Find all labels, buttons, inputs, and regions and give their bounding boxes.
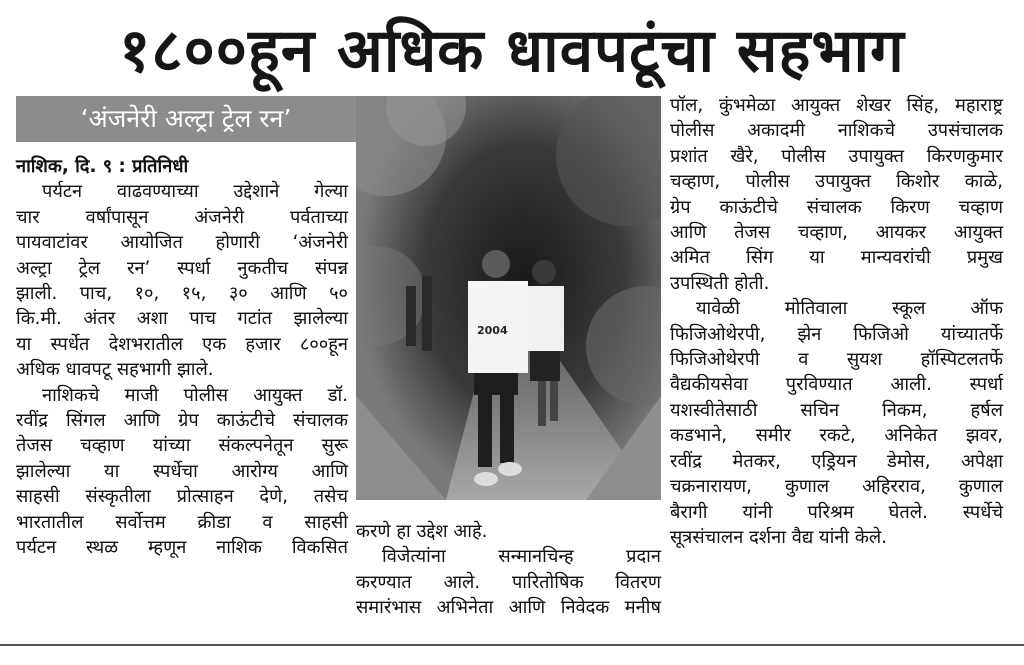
col2-line: करणे हा उद्देश आहे. <box>356 521 488 542</box>
col3-line: प्रशांत खैरे, पोलीस उपायुक्त किरणकुमार <box>670 145 1003 167</box>
col1-line: अल्ट्रा ट्रेल रन’ स्पर्धा नुकतीच संपन्न <box>16 257 348 279</box>
col3-line: यशस्वीतेसाठी सचिन निकम, हर्षल <box>670 399 1003 421</box>
col1-line: नाशिक, दि. ९ : प्रतिनिधी <box>16 156 189 177</box>
col3-line: ग्रेप काऊंटीचे संचालक किरण चव्हाण <box>670 196 1003 218</box>
article-column-2 <box>356 519 661 621</box>
col2-line: विजेत्यांना सन्मानचिन्ह प्रदान <box>382 546 661 568</box>
col1-line: कि.मी. अंतर अशा पाच गटांत झालेल्या <box>16 308 348 330</box>
col1-line: पर्यटन स्थळ म्हणून नाशिक विकसित <box>16 537 348 559</box>
col3-line: यावेळी मोतिवाला स्कूल ऑफ <box>696 298 1003 320</box>
col1-line: नाशिकचे माजी पोलीस आयुक्त डॉ. <box>42 384 348 406</box>
col1-line: चार वर्षांपासून अंजनेरी पर्वताच्या <box>16 206 348 228</box>
col2-line: करण्यात आले. पारितोषिक वितरण <box>356 571 661 593</box>
col3-line: चव्हाण, पोलीस उपायुक्त किशोर काळे, <box>670 171 1003 193</box>
col3-line: रवींद्र मेतकर, एड्रियन डेमोस, अपेक्षा <box>670 450 1003 472</box>
col3-line: चक्रनारायण, कुणाल अहिरराव, कुणाल <box>670 476 1003 498</box>
col3-line: कडभाने, समीर रकटे, अनिकेत झवर, <box>670 425 1003 447</box>
kicker-banner: ‘अंजनेरी अल्ट्रा ट्रेल रन’ <box>16 96 356 142</box>
col3-line: फिजिओथेरपी, झेन फिजिओ यांच्यातर्फे <box>670 323 1003 345</box>
col1-line: पायवाटांवर आयोजित होणारी ‘अंजनेरी <box>16 232 348 254</box>
col3-line: पोलीस अकादमी नाशिकचे उपसंचालक <box>670 120 1003 142</box>
col3-line: उपस्थिती होती. <box>670 272 770 294</box>
col1-line: झाली. पाच, १०, १५, ३० आणि ५० <box>16 283 348 305</box>
col3-line: सूत्रसंचालन दर्शना वैद्य यांनी केले. <box>670 526 887 548</box>
col1-line: रवींद्र सिंगल आणि ग्रेप काऊंटीचे संचालक <box>16 410 348 432</box>
col1-line: अधिक धावपटू सहभागी झाले. <box>16 359 214 381</box>
col3-line: वैद्यकीयसेवा पुरविण्यात आली. स्पर्धा <box>670 374 1003 396</box>
col1-line: या स्पर्धेत देशभरातील एक हजार ८००हून <box>16 333 348 355</box>
col1-line: तेजस चव्हाण यांच्या संकल्पनेतून सुरू <box>16 435 348 457</box>
bottom-rule <box>0 644 1024 646</box>
col1-line: भारतातील सर्वोत्तम क्रीडा व साहसी <box>16 511 348 533</box>
news-photo <box>356 96 661 500</box>
headline: १८००हून अधिक धावपटूंचा सहभाग <box>119 16 905 86</box>
col3-line: बैरागी यांनी परिश्रम घेतले. स्पर्धेचे <box>670 501 1003 523</box>
col3-line: अमित सिंग या मान्यवरांची प्रमुख <box>670 247 1003 269</box>
col1-line: झालेल्या या स्पर्धेचा आरोग्य आणि <box>16 460 348 482</box>
col1-line: पर्यटन वाढवण्याच्या उद्देशाने गेल्या <box>42 181 348 203</box>
article-column-1 <box>16 154 348 561</box>
col1-line: साहसी संस्कृतीला प्रोत्साहन देणे, तसेच <box>16 486 348 508</box>
bib-number: 2004 <box>477 324 508 337</box>
runners-trail-image <box>356 96 661 500</box>
col3-line: आणि तेजस चव्हाण, आयकर आयुक्त <box>670 222 1003 244</box>
col2-line: समारंभास अभिनेता आणि निवेदक मनीष <box>356 597 661 619</box>
article-column-3 <box>670 93 1003 550</box>
col3-line: फिजिओथेरपी व सुयश हॉस्पिटलतर्फे <box>670 349 1003 371</box>
col3-line: पॉल, कुंभमेळा आयुक्त शेखर सिंह, महाराष्ट्र <box>670 95 1003 116</box>
